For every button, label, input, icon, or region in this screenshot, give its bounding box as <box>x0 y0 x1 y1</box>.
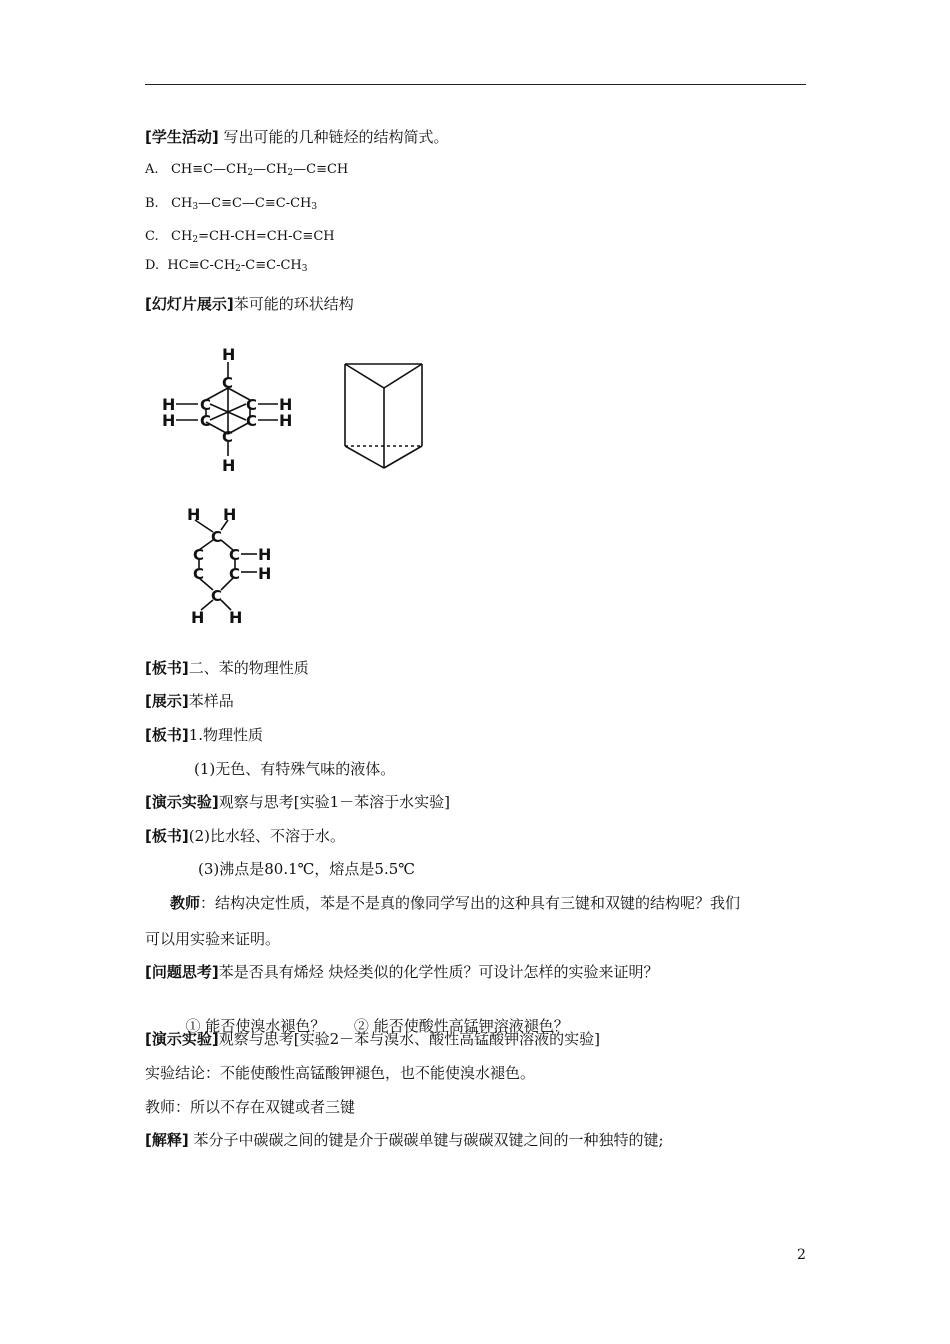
question-line <box>145 962 659 982</box>
tag: [板书] <box>145 726 189 744</box>
atom-c: C <box>222 374 234 392</box>
atom-h: H <box>258 545 272 564</box>
atom-c: C <box>246 412 258 430</box>
text: 观察与思考[实验1－苯溶于水实验] <box>218 793 450 811</box>
atom-h: H <box>222 345 236 364</box>
header-rule <box>145 84 806 85</box>
atom-h: H <box>191 608 205 627</box>
atom-c: C <box>246 396 258 414</box>
atom-c: C <box>222 428 234 446</box>
atom-c: C <box>193 546 205 564</box>
text: 苯可能的环状结构 <box>233 295 354 313</box>
option-label: D. <box>145 258 160 273</box>
demo-line-1 <box>145 792 450 812</box>
tag: [板书] <box>145 659 189 677</box>
formula-part: CH≡C—CH <box>170 162 248 177</box>
option-label: C. <box>145 229 159 244</box>
text: 观察与思考[实验2－苯与溴水、酸性高锰酸钾溶液的实验] <box>218 1030 600 1048</box>
subscript: 2 <box>235 264 241 274</box>
subscript: 2 <box>192 235 199 245</box>
tag: 教师 <box>170 894 201 912</box>
text: 可以用实验来证明。 <box>145 930 281 948</box>
text: 写出可能的几种链烃的结构简式。 <box>223 128 449 146</box>
tag: [问题思考] <box>145 963 219 981</box>
student-activity-line <box>145 127 449 147</box>
atom-h: H <box>279 411 293 430</box>
formula-part: HC≡C-CH <box>167 258 236 273</box>
text: 教师：所以不存在双键或者三键 <box>145 1098 356 1116</box>
atom-h: H <box>187 506 201 524</box>
subscript: 2 <box>287 168 294 178</box>
tag: [展示] <box>145 692 189 710</box>
option-b <box>145 194 317 217</box>
teacher-line-2 <box>145 1097 355 1117</box>
text: 二、苯的物理性质 <box>188 659 309 677</box>
atom-c: C <box>200 412 212 430</box>
subscript: 2 <box>247 168 254 178</box>
property-1 <box>194 759 395 779</box>
text: (1)无色、有特殊气味的液体。 <box>194 760 396 778</box>
display-line <box>145 691 234 711</box>
tag: [演示实验] <box>145 793 219 811</box>
text: ：结构决定性质，苯是不是真的像同学写出的这种具有三键和双键的结构呢？我们 <box>200 894 741 912</box>
subscript: 3 <box>192 202 199 212</box>
structure-figure-1 <box>158 342 303 477</box>
text: ① 能否使溴水褪色？ ② 能否使酸性高锰钾溶液褪色？ <box>185 1017 569 1035</box>
atom-h: H <box>258 564 272 583</box>
tag: [学生活动] <box>145 128 219 146</box>
formula-part: —CH <box>253 162 288 177</box>
board-line-1 <box>145 658 309 678</box>
atom-c: C <box>229 546 241 564</box>
formula-part: =CH-CH=CH-C≡CH <box>198 229 335 244</box>
text: (3)沸点是80.1℃，熔点是5.5℃ <box>198 860 416 878</box>
text: 苯分子中碳碳之间的键是介于碳碳单键与碳碳双键之间的一种独特的键; <box>188 1131 664 1149</box>
text: (2)比水轻、不溶于水。 <box>188 827 345 845</box>
atom-c: C <box>200 396 212 414</box>
demo-line-2 <box>145 1029 600 1049</box>
subscript: 3 <box>301 264 308 274</box>
formula-part: —C≡C—C≡C-CH <box>198 196 312 211</box>
tag: [解释] <box>145 1131 189 1149</box>
tag: [幻灯片展示] <box>145 295 234 313</box>
atom-h: H <box>229 608 243 627</box>
formula-part: CH <box>171 229 193 244</box>
atom-h: H <box>223 506 237 524</box>
text: 苯是否具有烯烃 炔烃类似的化学性质？可设计怎样的实验来证明？ <box>218 963 659 981</box>
board-line-2 <box>145 725 263 745</box>
option-d <box>145 256 308 279</box>
atom-c: C <box>229 565 241 583</box>
text: 1.物理性质 <box>188 726 264 744</box>
option-c <box>145 227 335 250</box>
atom-h: H <box>279 395 293 414</box>
atom-c: C <box>211 528 223 546</box>
teacher-line <box>170 893 740 913</box>
subscript: 3 <box>311 202 318 212</box>
option-a <box>145 160 348 183</box>
atom-h: H <box>222 456 236 475</box>
atom-h: H <box>162 395 176 414</box>
atom-h: H <box>162 411 176 430</box>
text: 苯样品 <box>188 692 234 710</box>
prism-figure <box>340 356 430 476</box>
formula-part: -C≡C-CH <box>240 258 302 273</box>
formula-part: —C≡CH <box>293 162 349 177</box>
atom-c: C <box>193 565 205 583</box>
tag: [演示实验] <box>145 1030 219 1048</box>
page-number: 2 <box>797 1247 806 1263</box>
slide-line <box>145 294 354 314</box>
explanation-line <box>145 1130 664 1150</box>
property-3 <box>198 859 415 879</box>
option-label: A. <box>145 162 159 177</box>
teacher-line-cont <box>145 929 280 949</box>
board-line-3 <box>145 826 345 846</box>
structure-figure-2 <box>183 506 283 628</box>
formula-part: CH <box>171 196 193 211</box>
atom-c: C <box>211 587 223 605</box>
option-label: B. <box>145 196 159 211</box>
tag: [板书] <box>145 827 189 845</box>
conclusion-line <box>145 1063 535 1083</box>
text: 实验结论：不能使酸性高锰酸钾褪色，也不能使溴水褪色。 <box>145 1064 536 1082</box>
